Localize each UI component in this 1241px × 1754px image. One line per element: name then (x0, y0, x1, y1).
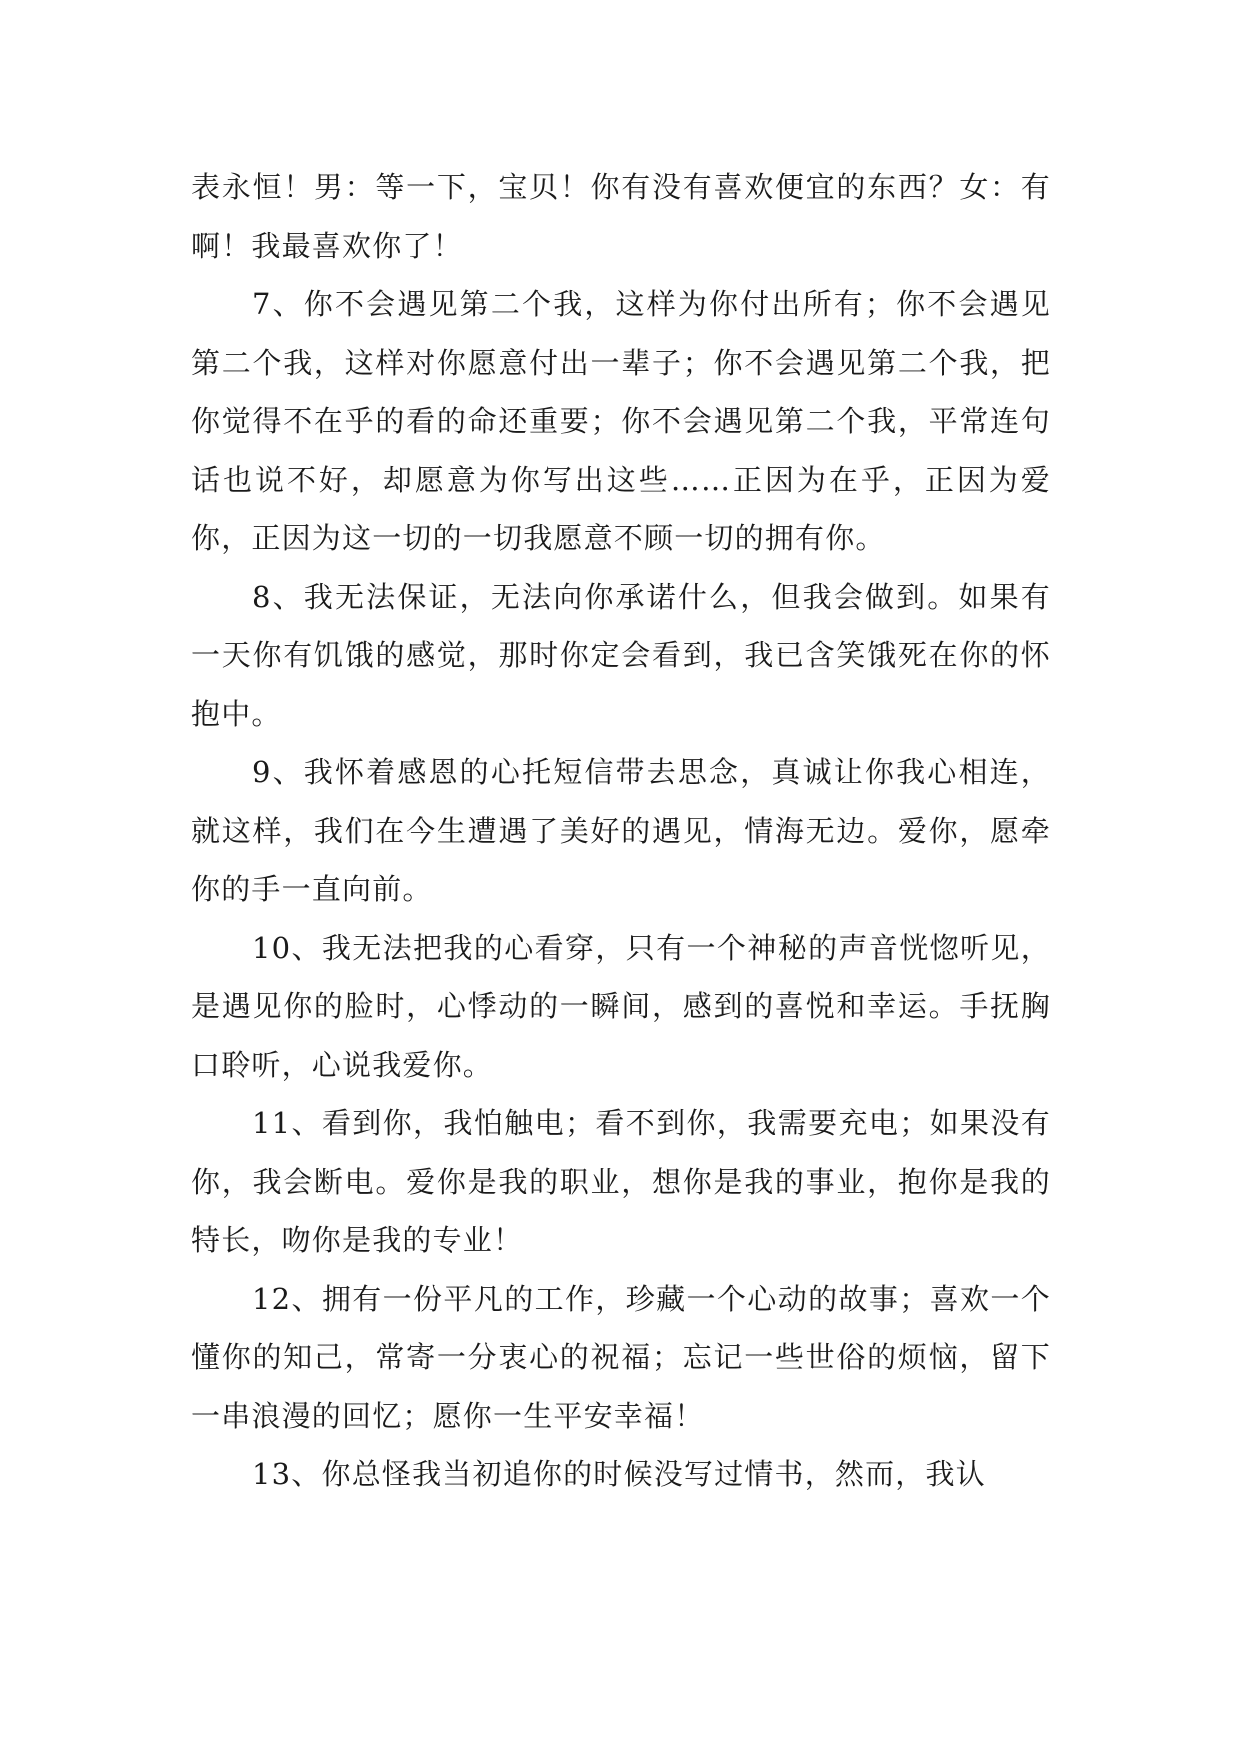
paragraph-item-7: 7、你不会遇见第二个我，这样为你付出所有；你不会遇见第二个我，这样对你愿意付出一辈子；你不会遇见第二个我，把你觉得不在乎的看的命还重要；你不会遇见第二个我，平常连句话也说不好，却愿意为你写出这些……正因为在乎，正因为爱你，正因为这一切的一切我愿意不顾一切的拥有你。 (191, 287, 1051, 555)
paragraph-item-8: 8、我无法保证，无法向你承诺什么，但我会做到。如果有一天你有饥饿的感觉，那时你定会看到，我已含笑饿死在你的怀抱中。 (191, 579, 1051, 731)
paragraph-item-13: 13、你总怪我当初追你的时候没写过情书，然而，我认 (252, 1457, 986, 1491)
document-body (191, 158, 1051, 1504)
paragraph-item-9: 9、我怀着感恩的心托短信带去思念，真诚让你我心相连，就这样，我们在今生遭遇了美好的遇见，情海无边。爱你，愿牵你的手一直向前。 (191, 755, 1051, 906)
paragraph-item-12: 12、拥有一份平凡的工作，珍藏一个心动的故事；喜欢一个懂你的知己，常寄一分衷心的祝福；忘记一些世俗的烦恼，留下一串浪漫的回忆；愿你一生平安幸福！ (191, 1281, 1051, 1433)
paragraph-item-11: 11、看到你，我怕触电；看不到你，我需要充电；如果没有你，我会断电。爱你是我的职业，想你是我的事业，抱你是我的特长，吻你是我的专业！ (191, 1106, 1051, 1257)
paragraph-continuation: 表永恒！男：等一下，宝贝！你有没有喜欢便宜的东西？女：有啊！我最喜欢你了！ (191, 170, 1051, 263)
paragraph-item-10: 10、我无法把我的心看穿，只有一个神秘的声音恍惚听见，是遇见你的脸时，心悸动的一瞬间，感到的喜悦和幸运。手抚胸口聆听，心说我爱你。 (191, 930, 1051, 1082)
